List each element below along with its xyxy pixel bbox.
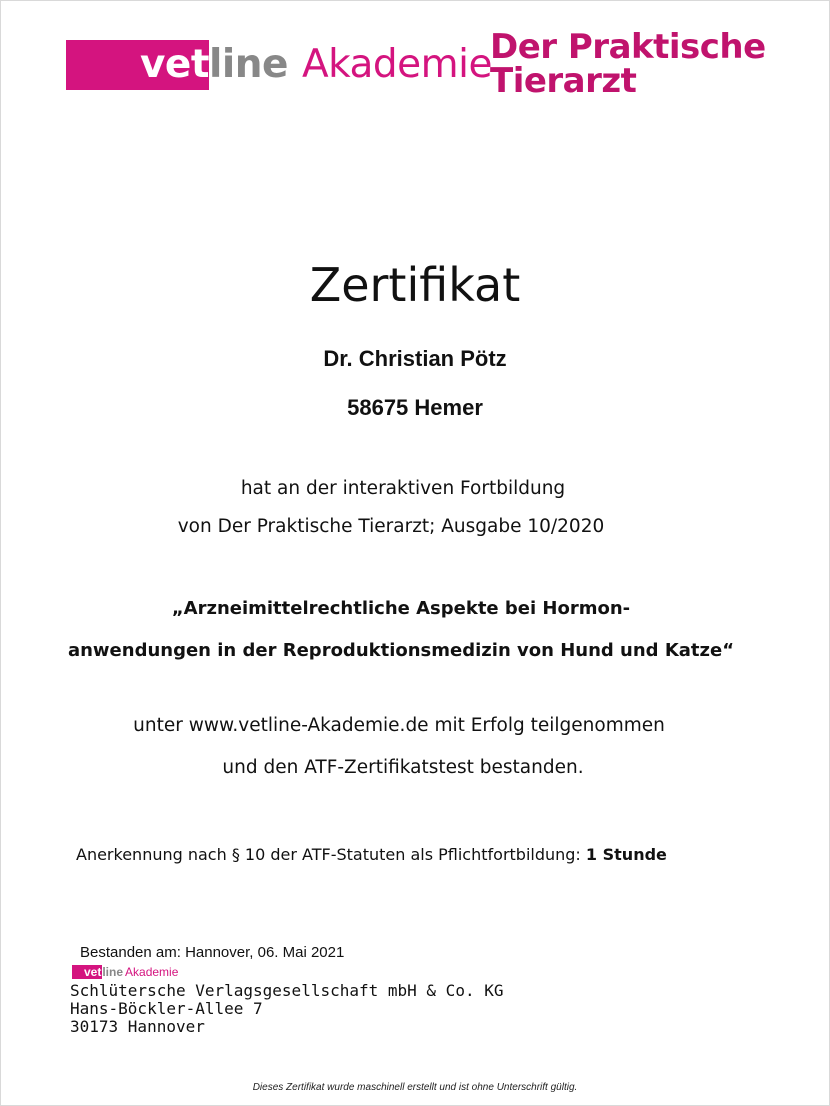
mini-logo-akademie: Akademie: [125, 965, 179, 979]
publisher-name: Schlütersche Verlagsgesellschaft mbH & Co. KG: [70, 981, 504, 1000]
validity-footnote: Dieses Zertifikat wurde maschinell erstellt und ist ohne Unterschrift gültig.: [252, 1082, 578, 1093]
der-praktische-tierarzt-logo: [490, 27, 810, 101]
publisher-street: Hans-Böckler-Allee 7: [70, 999, 263, 1018]
recipient-city: 58675 Hemer: [347, 395, 483, 420]
recognition-statement: [76, 845, 667, 864]
body-text-line1: hat an der interaktiven Fortbildung: [240, 478, 566, 499]
certificate-title: Zertifikat: [309, 258, 521, 312]
mini-logo-line: line: [102, 965, 124, 979]
recipient-name: Dr. Christian Pötz: [323, 346, 507, 371]
body-text-line3: unter www.vetline-Akademie.de mit Erfolg teilgenommen: [133, 715, 665, 736]
recognition-text: Anerkennung nach § 10 der ATF-Statuten als Pflichtfortbildung:: [76, 845, 581, 864]
mini-logo-vet: vet: [72, 965, 102, 979]
logo-akademie-text: Akademie: [301, 42, 493, 87]
dpt-logo-line2: Tierarzt: [490, 61, 637, 101]
publisher-zip-city: 30173 Hannover: [70, 1017, 205, 1036]
course-title-line2: anwendungen in der Reproduktionsmedizin von Hund und Katze“: [67, 640, 735, 661]
body-text-line2: von Der Praktische Tierarzt; Ausgabe 10/2020: [177, 516, 605, 537]
passed-date: Bestanden am: Hannover, 06. Mai 2021: [80, 944, 345, 961]
body-text-line4: und den ATF-Zertifikatstest bestanden.: [222, 757, 584, 778]
recognition-hours: 1 Stunde: [585, 845, 667, 864]
vetline-akademie-mini-logo: [72, 965, 178, 979]
course-title-line1: „Arzneimittelrechtliche Aspekte bei Hormon-: [171, 598, 631, 619]
logo-line-text: line: [209, 42, 288, 87]
logo-vet-box: vet: [66, 40, 209, 90]
dpt-logo-line1: Der Praktische: [490, 27, 766, 67]
publisher-address: [70, 982, 503, 1036]
vetline-akademie-logo: [66, 40, 492, 90]
